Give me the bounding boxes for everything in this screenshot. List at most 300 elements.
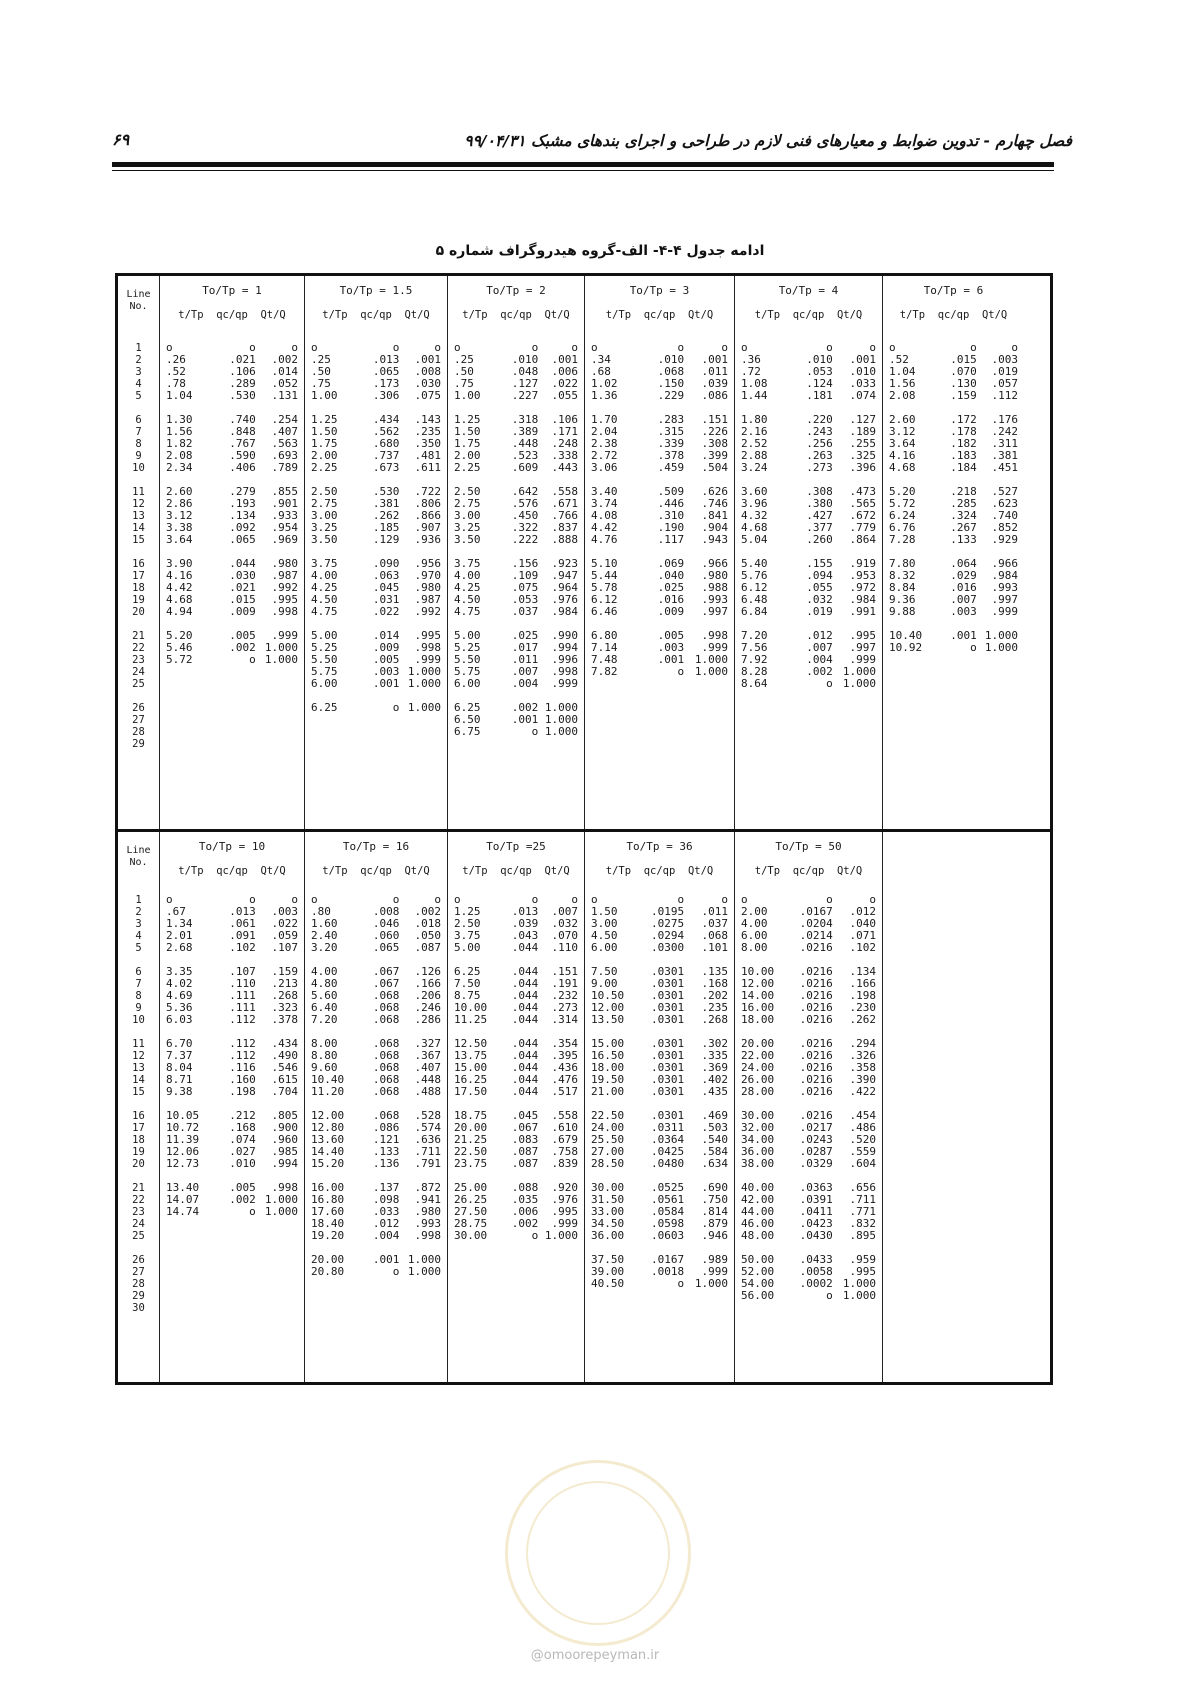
volume-ratio-cell: .989 [701,1253,728,1266]
flow-ratio-cell: .0433 [799,1253,833,1266]
volume-ratio-cell: .074 [849,389,876,402]
line-number: 2 [135,906,142,918]
time-ratio-cell: 5.46 [166,641,193,654]
volume-ratio-cell: .779 [849,521,876,534]
table-row [741,534,876,546]
time-ratio-cell: 30.00 [591,1181,625,1194]
time-ratio-cell: 5.75 [311,665,338,678]
line-number-header: Line No. [126,289,151,312]
volume-ratio-cell: .232 [551,989,578,1002]
time-ratio-cell: 27.50 [454,1205,488,1218]
time-ratio-cell: 36.00 [591,1229,625,1242]
volume-ratio-cell: .832 [849,1217,876,1230]
line-number: 8 [135,990,142,1002]
flow-ratio-cell: .001 [511,713,539,726]
flow-ratio-cell: .068 [372,1037,400,1050]
flow-ratio-cell: .044 [511,1013,539,1026]
time-ratio-cell: 6.24 [889,509,916,522]
group-title: To/Tp = 1.5 [339,284,413,297]
chapter-header-title: فصل چهارم - تدوین ضوابط و معیارهای فنی لازم در طراحی و اجرای بندهای مشبک ۹۹/۰۴/۳۱ [464,132,1072,150]
volume-ratio-cell: 1.000 [407,665,441,678]
volume-ratio-cell: .806 [414,497,441,510]
time-ratio-cell: 5.00 [311,629,338,642]
time-ratio-cell: 14.40 [311,1145,345,1158]
time-ratio-cell: 2.25 [311,461,338,474]
flow-ratio-cell: .0480 [651,1157,685,1170]
time-ratio-cell: 2.52 [741,437,768,450]
flow-ratio-cell: .075 [511,581,539,594]
time-ratio-cell: 2.88 [741,449,768,462]
table-row [741,1230,876,1242]
volume-ratio-cell: .941 [414,1193,441,1206]
flow-ratio-cell: .315 [657,425,685,438]
time-ratio-cell: 1.34 [166,917,193,930]
volume-ratio-cell: .907 [414,521,441,534]
volume-ratio-cell: .407 [414,1061,441,1074]
flow-ratio-cell: .0217 [799,1121,833,1134]
volume-ratio-cell: .454 [849,1109,876,1122]
table-row [311,942,441,954]
flow-ratio-cell: o [677,665,685,678]
line-number [118,690,159,702]
volume-ratio-cell: 1.000 [984,629,1018,642]
flow-ratio-cell: .0167 [799,905,833,918]
time-ratio-cell: 7.14 [591,641,618,654]
table-row [311,1014,441,1026]
volume-ratio-cell: .171 [551,425,578,438]
flow-ratio-cell: .310 [657,509,685,522]
line-number [118,1170,159,1182]
volume-ratio-cell: .943 [701,533,728,546]
time-ratio-cell: .26 [166,353,186,366]
time-ratio-cell: 1.56 [889,377,916,390]
line-number: 26 [132,702,145,714]
table-row [454,1230,578,1242]
volume-ratio-cell: .995 [414,629,441,642]
flow-ratio-cell: .0216 [799,1037,833,1050]
line-number: 20 [132,606,145,618]
table-row [166,654,298,666]
flow-ratio-cell: .0391 [799,1193,833,1206]
flow-ratio-cell: .339 [657,437,685,450]
volume-ratio-cell: .997 [849,641,876,654]
time-ratio-cell: 3.96 [741,497,768,510]
volume-ratio-cell: .040 [849,917,876,930]
table-row [591,390,728,402]
time-ratio-cell: 7.82 [591,665,618,678]
flow-ratio-cell: .069 [657,557,685,570]
time-ratio-cell: 3.24 [741,461,768,474]
flow-ratio-cell: .003 [657,641,685,654]
volume-ratio-cell: .933 [271,509,298,522]
volume-ratio-cell: 1.000 [694,665,728,678]
time-ratio-cell: 10.00 [741,965,775,978]
time-ratio-cell: 10.00 [454,1001,488,1014]
flow-ratio-cell: .068 [657,365,685,378]
flow-ratio-cell: .064 [950,557,977,570]
flow-ratio-cell: o [392,341,400,354]
table-row [741,1290,876,1302]
time-ratio-cell: 6.50 [454,713,481,726]
volume-ratio-cell: .527 [991,485,1018,498]
time-ratio-cell: 2.60 [889,413,916,426]
volume-ratio-cell: .503 [701,1121,728,1134]
table-row [741,942,876,954]
time-ratio-cell: 2.68 [166,941,193,954]
time-ratio-cell: 19.20 [311,1229,345,1242]
flow-ratio-cell: .110 [229,977,256,990]
table-section-bottom [118,832,1050,1382]
time-ratio-cell: 26.00 [741,1073,775,1086]
flow-ratio-cell: .576 [511,497,539,510]
volume-ratio-cell: .558 [551,485,578,498]
flow-ratio-cell: .032 [806,593,833,606]
time-ratio-cell: 6.76 [889,521,916,534]
flow-ratio-cell: .263 [806,449,833,462]
flow-ratio-cell: .087 [511,1157,539,1170]
flow-ratio-cell: o [249,653,256,666]
volume-ratio-cell: .242 [991,425,1018,438]
time-ratio-cell: 2.75 [454,497,481,510]
flow-ratio-cell: .005 [372,653,400,666]
flow-ratio-cell: .008 [372,905,400,918]
time-ratio-cell: 1.25 [454,413,481,426]
flow-ratio-cell: .0363 [799,1181,833,1194]
time-ratio-cell: 4.32 [741,509,768,522]
time-ratio-cell: 9.88 [889,605,916,618]
flow-ratio-cell: .013 [229,905,256,918]
time-ratio-cell: 2.25 [454,461,481,474]
flow-ratio-cell: .0301 [651,1061,685,1074]
time-ratio-cell: 6.84 [741,605,768,618]
flow-ratio-cell: .183 [950,449,977,462]
table-row [741,1014,876,1026]
volume-ratio-cell: .101 [701,941,728,954]
time-ratio-cell: 8.32 [889,569,916,582]
flow-ratio-cell: .012 [372,1217,400,1230]
table-row [741,1086,876,1098]
time-ratio-cell: 17.60 [311,1205,345,1218]
volume-ratio-cell: .443 [551,461,578,474]
volume-ratio-cell: o [869,341,876,354]
volume-ratio-cell: .087 [414,941,441,954]
time-ratio-cell: .50 [311,365,331,378]
time-ratio-cell: 3.75 [454,557,481,570]
time-ratio-cell: 19.50 [591,1073,625,1086]
time-ratio-cell: o [166,893,173,906]
volume-ratio-cell: .528 [414,1109,441,1122]
flow-ratio-cell: .045 [511,1109,539,1122]
time-ratio-cell: 1.70 [591,413,618,426]
volume-ratio-cell: .106 [551,413,578,426]
flow-ratio-cell: .318 [511,413,539,426]
time-ratio-cell: 6.80 [591,629,618,642]
flow-ratio-cell: .044 [511,1061,539,1074]
flow-ratio-cell: .0301 [651,965,685,978]
table-row [166,534,298,546]
volume-ratio-cell: .771 [849,1205,876,1218]
line-number: 16 [132,558,145,570]
time-ratio-cell: 4.16 [889,449,916,462]
volume-ratio-cell: .326 [849,1049,876,1062]
volume-ratio-cell: .001 [414,353,441,366]
line-number: 24 [132,1218,145,1230]
volume-ratio-cell: .151 [701,413,728,426]
volume-ratio-cell: .746 [701,497,728,510]
group-column-headers: t/Tp qc/qp Qt/Q [322,865,430,877]
time-ratio-cell: 3.06 [591,461,618,474]
table-row [591,1230,728,1242]
table-row [311,534,441,546]
volume-ratio-cell: .481 [414,449,441,462]
time-ratio-cell: 10.50 [591,989,625,1002]
time-ratio-cell: 5.00 [454,629,481,642]
volume-ratio-cell: .055 [551,389,578,402]
time-ratio-cell: 11.25 [454,1013,488,1026]
flow-ratio-cell: .087 [511,1145,539,1158]
time-ratio-cell: 3.60 [741,485,768,498]
flow-ratio-cell: .001 [657,653,685,666]
time-ratio-cell: 6.00 [591,941,618,954]
volume-ratio-cell: .805 [271,1109,298,1122]
group-title: To/Tp = 10 [198,840,266,853]
time-ratio-cell: 22.00 [741,1049,775,1062]
table-row [454,1086,578,1098]
flow-ratio-cell: .0018 [651,1265,685,1278]
flow-ratio-cell: .0294 [651,929,685,942]
flow-ratio-cell: .027 [229,1145,256,1158]
flow-ratio-cell: .009 [229,605,256,618]
flow-ratio-cell: .256 [806,437,833,450]
flow-ratio-cell: .0216 [799,1049,833,1062]
volume-ratio-cell: .068 [701,929,728,942]
flow-ratio-cell: .053 [511,593,539,606]
volume-ratio-cell: .626 [701,485,728,498]
flow-ratio-cell: .112 [229,1013,256,1026]
flow-ratio-cell: o [531,893,539,906]
time-ratio-cell: 1.36 [591,389,618,402]
time-ratio-cell: 2.00 [311,449,338,462]
flow-ratio-cell: .102 [229,941,256,954]
table-row [591,1278,728,1290]
volume-ratio-cell: .791 [414,1157,441,1170]
flow-ratio-cell: .184 [950,461,977,474]
group-title: To/Tp = 2 [486,284,546,297]
time-ratio-cell: 34.00 [741,1133,775,1146]
volume-ratio-cell: .615 [271,1073,298,1086]
flow-ratio-cell: .040 [657,569,685,582]
time-ratio-cell: 4.02 [166,977,193,990]
volume-ratio-cell: .994 [271,1157,298,1170]
flow-ratio-cell: o [392,893,400,906]
flow-ratio-cell: .044 [511,1037,539,1050]
flow-ratio-cell: .010 [511,353,539,366]
volume-ratio-cell: .636 [414,1133,441,1146]
flow-ratio-cell: .003 [950,605,977,618]
line-number-column [118,832,160,1382]
flow-ratio-cell: .107 [229,965,256,978]
volume-ratio-cell: .904 [701,521,728,534]
volume-ratio-cell: .789 [271,461,298,474]
flow-ratio-cell: .680 [372,437,400,450]
group-column-headers: t/Tp qc/qp Qt/Q [462,865,570,877]
flow-ratio-cell: .004 [511,677,539,690]
line-number: 19 [132,594,145,606]
volume-ratio-cell: 1.000 [264,1205,298,1218]
volume-ratio-cell: .001 [701,353,728,366]
time-ratio-cell: 12.80 [311,1121,345,1134]
time-ratio-cell: 4.76 [591,533,618,546]
flow-ratio-cell: .011 [511,653,539,666]
flow-ratio-cell: .590 [229,449,256,462]
flow-ratio-cell: .0243 [799,1133,833,1146]
flow-ratio-cell: .308 [806,485,833,498]
flow-ratio-cell: .378 [657,449,685,462]
group-title: To/Tp = 3 [629,284,690,297]
flow-ratio-cell: .094 [806,569,833,582]
volume-ratio-cell: 1.000 [264,641,298,654]
volume-ratio-cell: .268 [701,1013,728,1026]
volume-ratio-cell: .517 [551,1085,578,1098]
time-ratio-cell: 46.00 [741,1217,775,1230]
volume-ratio-cell: .436 [551,1061,578,1074]
time-ratio-cell: 3.64 [889,437,916,450]
volume-ratio-cell: .960 [271,1133,298,1146]
flow-ratio-cell: .450 [511,509,539,522]
time-ratio-cell: 16.25 [454,1073,488,1086]
volume-ratio-cell: 1.000 [544,701,578,714]
flow-ratio-cell: .389 [511,425,539,438]
time-ratio-cell: 3.35 [166,965,193,978]
hydrograph-group [160,832,305,1382]
flow-ratio-cell: o [249,341,256,354]
volume-ratio-cell: .999 [414,653,441,666]
group-title: To/Tp = 16 [342,840,410,853]
time-ratio-cell: 3.20 [311,941,338,954]
flow-ratio-cell: .609 [511,461,539,474]
flow-ratio-cell: .0301 [651,1001,685,1014]
line-number: 6 [135,966,142,978]
group-column-headers: t/Tp qc/qp Qt/Q [178,865,286,877]
volume-ratio-cell: .003 [271,905,298,918]
table-row [591,1158,728,1170]
table-row [311,1266,441,1278]
line-number: 18 [132,1134,145,1146]
time-ratio-cell: 2.08 [166,449,193,462]
flow-ratio-cell: o [677,1277,685,1290]
flow-ratio-cell: .156 [511,557,539,570]
time-ratio-cell: 1.44 [741,389,768,402]
volume-ratio-cell: .969 [271,533,298,546]
table-row [166,942,298,954]
time-ratio-cell: o [741,341,748,354]
flow-ratio-cell: .267 [950,521,977,534]
line-number: 27 [132,714,145,726]
flow-ratio-cell: .124 [806,377,833,390]
time-ratio-cell: 5.72 [166,653,193,666]
table-row [889,462,1018,474]
flow-ratio-cell: .178 [950,425,977,438]
time-ratio-cell: .25 [311,353,331,366]
group-column-headers: t/Tp qc/qp Qt/Q [322,309,430,321]
time-ratio-cell: 3.00 [311,509,338,522]
volume-ratio-cell: .202 [701,989,728,1002]
line-number-header: Line No. [126,845,151,868]
time-ratio-cell: 5.72 [889,497,916,510]
flow-ratio-cell: .004 [806,653,833,666]
volume-ratio-cell: .690 [701,1181,728,1194]
flow-ratio-cell: .227 [511,389,539,402]
time-ratio-cell: 42.00 [741,1193,775,1206]
volume-ratio-cell: .248 [551,437,578,450]
time-ratio-cell: 40.50 [591,1277,625,1290]
volume-ratio-cell: .604 [849,1157,876,1170]
group-column-headers: t/Tp qc/qp Qt/Q [754,865,863,877]
table-row [166,1206,298,1218]
volume-ratio-cell: 1.000 [407,1253,441,1266]
volume-ratio-cell: .980 [701,569,728,582]
volume-ratio-cell: .559 [849,1145,876,1158]
flow-ratio-cell: .0525 [651,1181,685,1194]
volume-ratio-cell: .206 [414,989,441,1002]
flow-ratio-cell: o [392,1265,400,1278]
volume-ratio-cell: .143 [414,413,441,426]
table-row [591,534,728,546]
flow-ratio-cell: o [249,893,256,906]
flow-ratio-cell: .322 [511,521,539,534]
volume-ratio-cell: .900 [271,1121,298,1134]
line-number: 1 [135,342,142,354]
time-ratio-cell: 34.50 [591,1217,625,1230]
table-row [454,1158,578,1170]
flow-ratio-cell: .001 [372,1253,400,1266]
flow-ratio-cell: .0425 [651,1145,685,1158]
flow-ratio-cell: .509 [657,485,685,498]
time-ratio-cell: .67 [166,905,186,918]
flow-ratio-cell: .448 [511,437,539,450]
flow-ratio-cell: .279 [229,485,256,498]
time-ratio-cell: 28.75 [454,1217,488,1230]
volume-ratio-cell: .611 [414,461,441,474]
line-number: 10 [132,1014,145,1026]
volume-ratio-cell: .841 [701,509,728,522]
time-ratio-cell: 6.25 [454,965,481,978]
flow-ratio-cell: .190 [657,521,685,534]
volume-ratio-cell: .994 [551,641,578,654]
time-ratio-cell: 7.92 [741,653,768,666]
flow-ratio-cell: .014 [372,629,400,642]
time-ratio-cell: 3.25 [311,521,338,534]
flow-ratio-cell: .007 [806,641,833,654]
volume-ratio-cell: .672 [849,509,876,522]
time-ratio-cell: 5.76 [741,569,768,582]
flow-ratio-cell: .212 [229,1109,256,1122]
volume-ratio-cell: .704 [271,1085,298,1098]
volume-ratio-cell: .740 [991,509,1018,522]
volume-ratio-cell: .623 [991,497,1018,510]
table-row [311,702,441,714]
time-ratio-cell: 6.70 [166,1037,193,1050]
time-ratio-cell: 21.00 [591,1085,625,1098]
table-row [454,534,578,546]
volume-ratio-cell: .235 [414,425,441,438]
line-number: 15 [132,1086,145,1098]
volume-ratio-cell: .448 [414,1073,441,1086]
volume-ratio-cell: .953 [849,569,876,582]
time-ratio-cell: 3.75 [454,929,481,942]
volume-ratio-cell: .976 [551,1193,578,1206]
flow-ratio-cell: .055 [806,581,833,594]
